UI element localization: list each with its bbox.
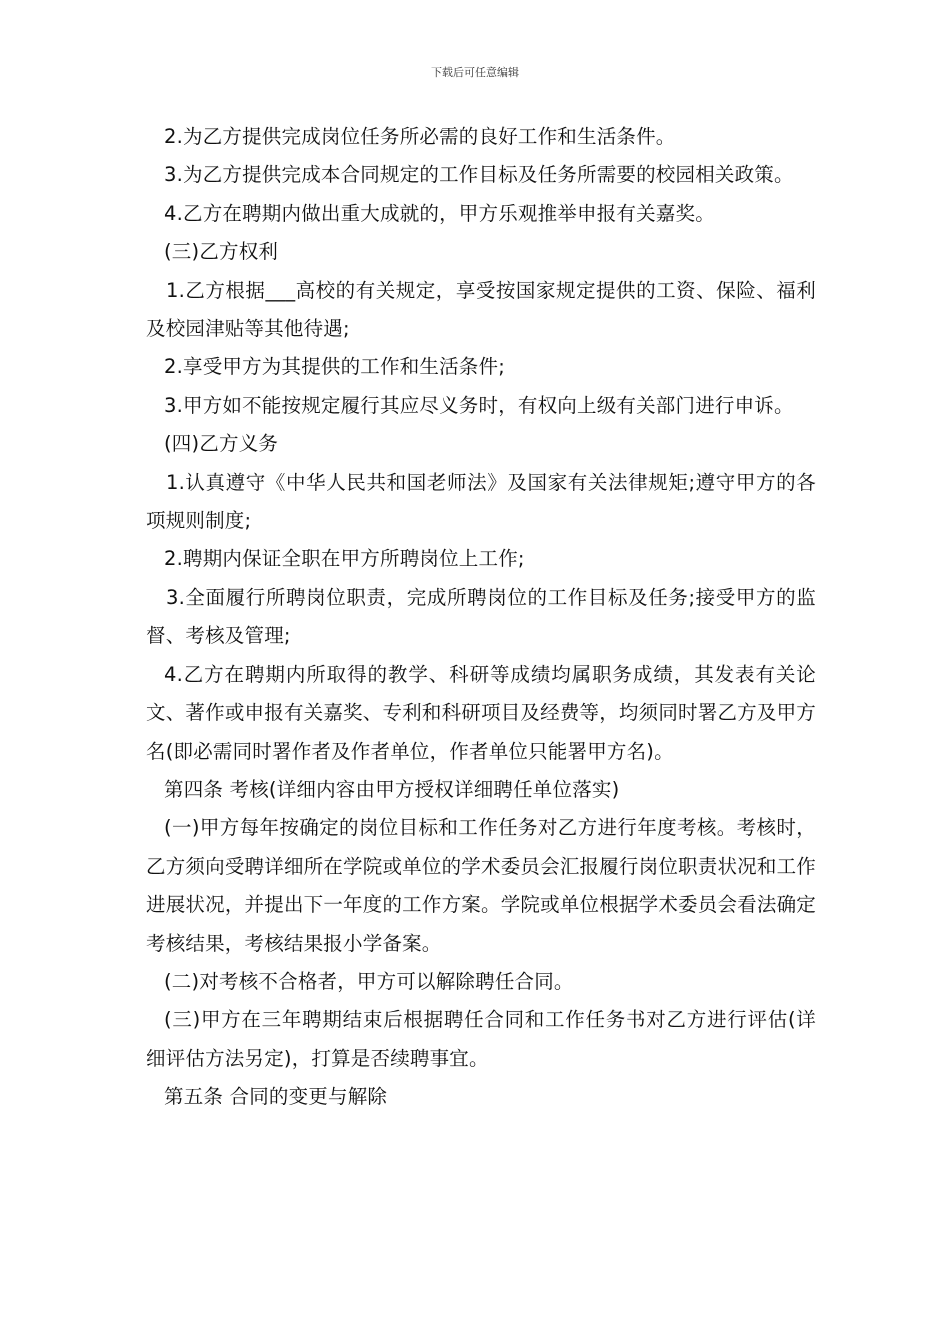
paragraph-party-a-duty-2: 2.为乙方提供完成岗位任务所必需的良好工作和生活条件。 — [164, 125, 676, 148]
paragraph-assessment-3: (三)甲方在三年聘期结束后根据聘任合同和工作任务书对乙方进行评估(详细评估方法另定)，打算是否续聘事宜。 — [146, 1008, 816, 1070]
article-heading-assessment: 第四条 考核(详细内容由甲方授权详细聘任单位落实) — [164, 777, 620, 801]
paragraph-party-b-right-1: 1.乙方根据___高校的有关规定，享受按国家规定提供的工资、保险、福利及校园津贴等其他待遇; — [146, 278, 816, 341]
paragraph-party-b-obligation-2: 2.聘期内保证全职在甲方所聘岗位上工作; — [164, 547, 525, 571]
paragraph-assessment-2: (二)对考核不合格者，甲方可以解除聘任合同。 — [164, 969, 574, 993]
paragraph-assessment-1: (一)甲方每年按确定的岗位目标和工作任务对乙方进行年度考核。考核时，乙方须向受聘详细所在学院或单位的学术委员会汇报履行岗位职责状况和工作进展状况，并提出下一年度的工作方案。学院或单位根据学术委员会看法确定考核结果，考核结果报小学备案。 — [146, 816, 816, 955]
paragraph-party-b-right-3: 3.甲方如不能按规定履行其应尽义务时，有权向上级有关部门进行申诉。 — [164, 393, 794, 417]
article-heading-contract-change: 第五条 合同的变更与解除 — [164, 1085, 388, 1109]
document-body — [146, 118, 816, 1117]
paragraph-party-a-duty-4: 4.乙方在聘期内做出重大成就的，甲方乐观推举申报有关嘉奖。 — [164, 201, 715, 225]
section-heading-party-b-obligations: (四)乙方义务 — [164, 432, 279, 456]
paragraph-party-b-obligation-4: 4.乙方在聘期内所取得的教学、科研等成绩均属职务成绩，其发表有关论文、著作或申报有关嘉奖、专利和科研项目及经费等，均须同时署乙方及甲方名(即必需同时署作者及作者单位，作者单位只能署甲方名)。 — [146, 662, 816, 763]
paragraph-party-b-right-2: 2.享受甲方为其提供的工作和生活条件; — [164, 355, 505, 379]
paragraph-party-a-duty-3: 3.为乙方提供完成本合同规定的工作目标及任务所需要的校园相关政策。 — [164, 163, 794, 187]
paragraph-party-b-obligation-3: 3.全面履行所聘岗位职责，完成所聘岗位的工作目标及任务;接受甲方的监督、考核及管理; — [146, 585, 816, 648]
paragraph-party-b-obligation-1: 1.认真遵守《中华人民共和国老师法》及国家有关法律规矩;遵守甲方的各项规则制度; — [146, 470, 816, 533]
section-heading-party-b-rights: (三)乙方权利 — [164, 240, 279, 264]
page-header-note: 下载后可任意编辑 — [431, 66, 519, 79]
